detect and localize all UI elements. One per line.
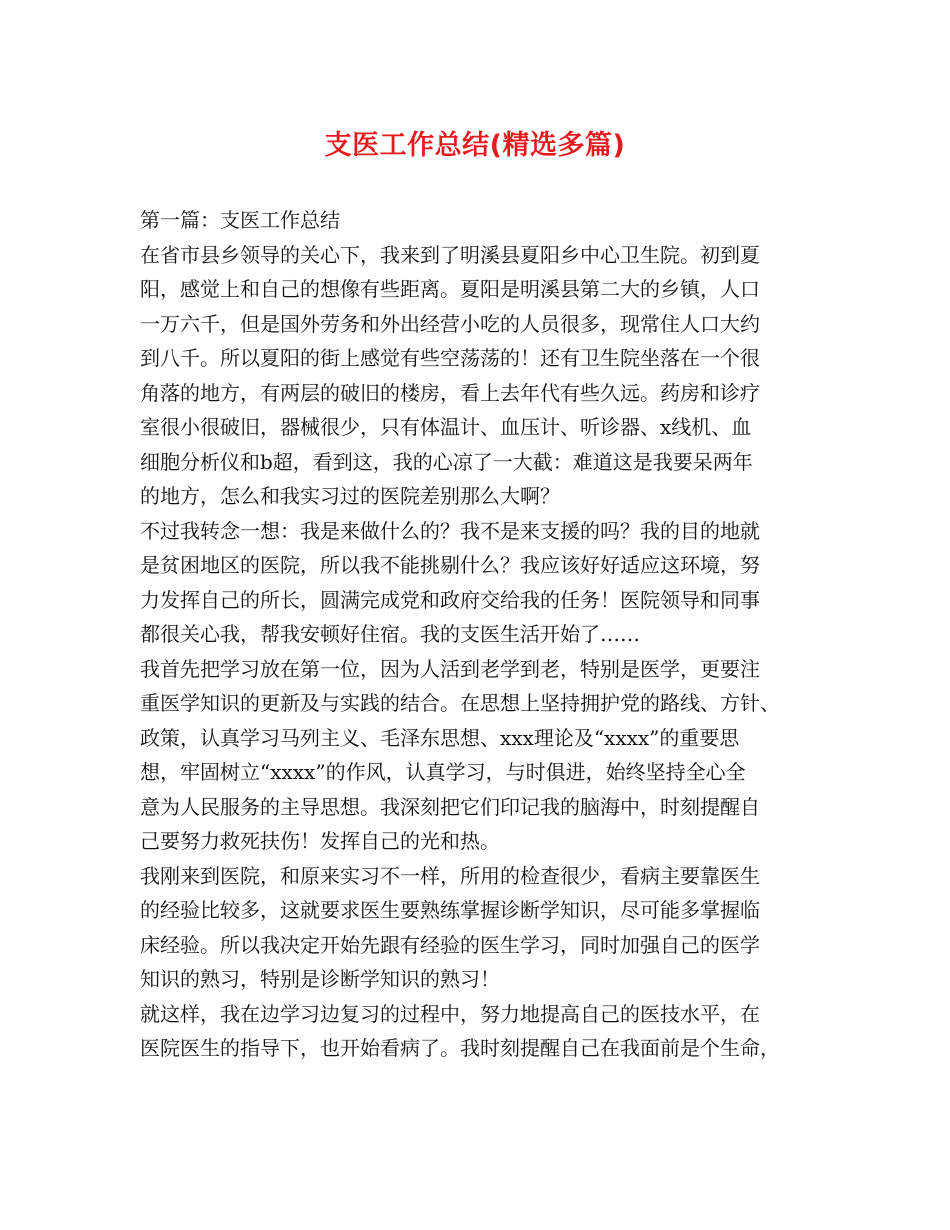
text-line: 阳，感觉上和自己的想像有些距离。夏阳是明溪县第二大的乡镇，人口 xyxy=(140,277,760,301)
text-line: 我首先把学习放在第一位，因为人活到老学到老，特别是医学，更要注 xyxy=(140,656,760,681)
text-line: 就这样，我在边学习边复习的过程中，努力地提高自己的医技水平，在 xyxy=(140,1001,760,1026)
text-line: 力发挥自己的所长，圆满完成党和政府交给我的任务！医院领导和同事 xyxy=(140,587,760,612)
text-line: 是贫困地区的医院，所以我不能挑剔什么？我应该好好适应这环境，努 xyxy=(140,553,760,577)
text-line: 一万六千，但是国外劳务和外出经营小吃的人员很多，现常住人口大约 xyxy=(140,311,760,336)
text-line: 我刚来到医院，和原来实习不一样，所用的检查很少，看病主要靠医生 xyxy=(140,863,760,888)
text-line: 的地方，怎么和我实习过的医院差别那么大啊？ xyxy=(140,484,560,508)
text-line: 细胞分析仪和b超，看到这，我的心凉了一大截：难道这是我要呆两年 xyxy=(140,449,753,474)
text-line: 知识的熟习，特别是诊断学知识的熟习！ xyxy=(140,967,500,991)
document-body xyxy=(140,203,816,1066)
text-line: 己要努力救死扶伤！发挥自己的光和热。 xyxy=(140,829,500,853)
text-line: 的经验比较多，这就要求医生要熟练掌握诊断学知识，尽可能多掌握临 xyxy=(140,898,760,922)
text-line: 在省市县乡领导的关心下，我来到了明溪县夏阳乡中心卫生院。初到夏 xyxy=(140,242,760,267)
text-line: 床经验。所以我决定开始先跟有经验的医生学习，同时加强自己的医学 xyxy=(140,932,760,957)
text-line: 都很关心我，帮我安顿好住宿。我的支医生活开始了…… xyxy=(140,622,640,646)
text-line: 医院医生的指导下，也开始看病了。我时刻提醒自己在我面前是个生命， xyxy=(140,1036,780,1060)
text-line: 室很小很破旧，器械很少，只有体温计、血压计、听诊器、x线机、血 xyxy=(140,415,752,439)
text-line: 角落的地方，有两层的破旧的楼房，看上去年代有些久远。药房和诊疗 xyxy=(140,380,760,405)
document-title: 支医工作总结(精选多篇) xyxy=(324,130,626,161)
text-line: 意为人民服务的主导思想。我深刻把它们印记我的脑海中，时刻提醒自 xyxy=(140,794,760,819)
text-line: 重医学知识的更新及与实践的结合。在思想上坚持拥护党的路线、方针、 xyxy=(140,691,780,715)
text-line: 第一篇：支医工作总结 xyxy=(140,208,340,232)
text-line: 到八千。所以夏阳的街上感觉有些空荡荡的！还有卫生院坐落在一个很 xyxy=(140,346,760,370)
text-line: 政策，认真学习马列主义、毛泽东思想、xxx理论及“xxxx”的重要思 xyxy=(140,725,740,750)
text-line: 想，牢固树立“xxxx”的作风，认真学习，与时俱进，始终坚持全心全 xyxy=(140,760,746,784)
text-line: 不过我转念一想：我是来做什么的？我不是来支援的吗？我的目的地就 xyxy=(140,518,760,543)
